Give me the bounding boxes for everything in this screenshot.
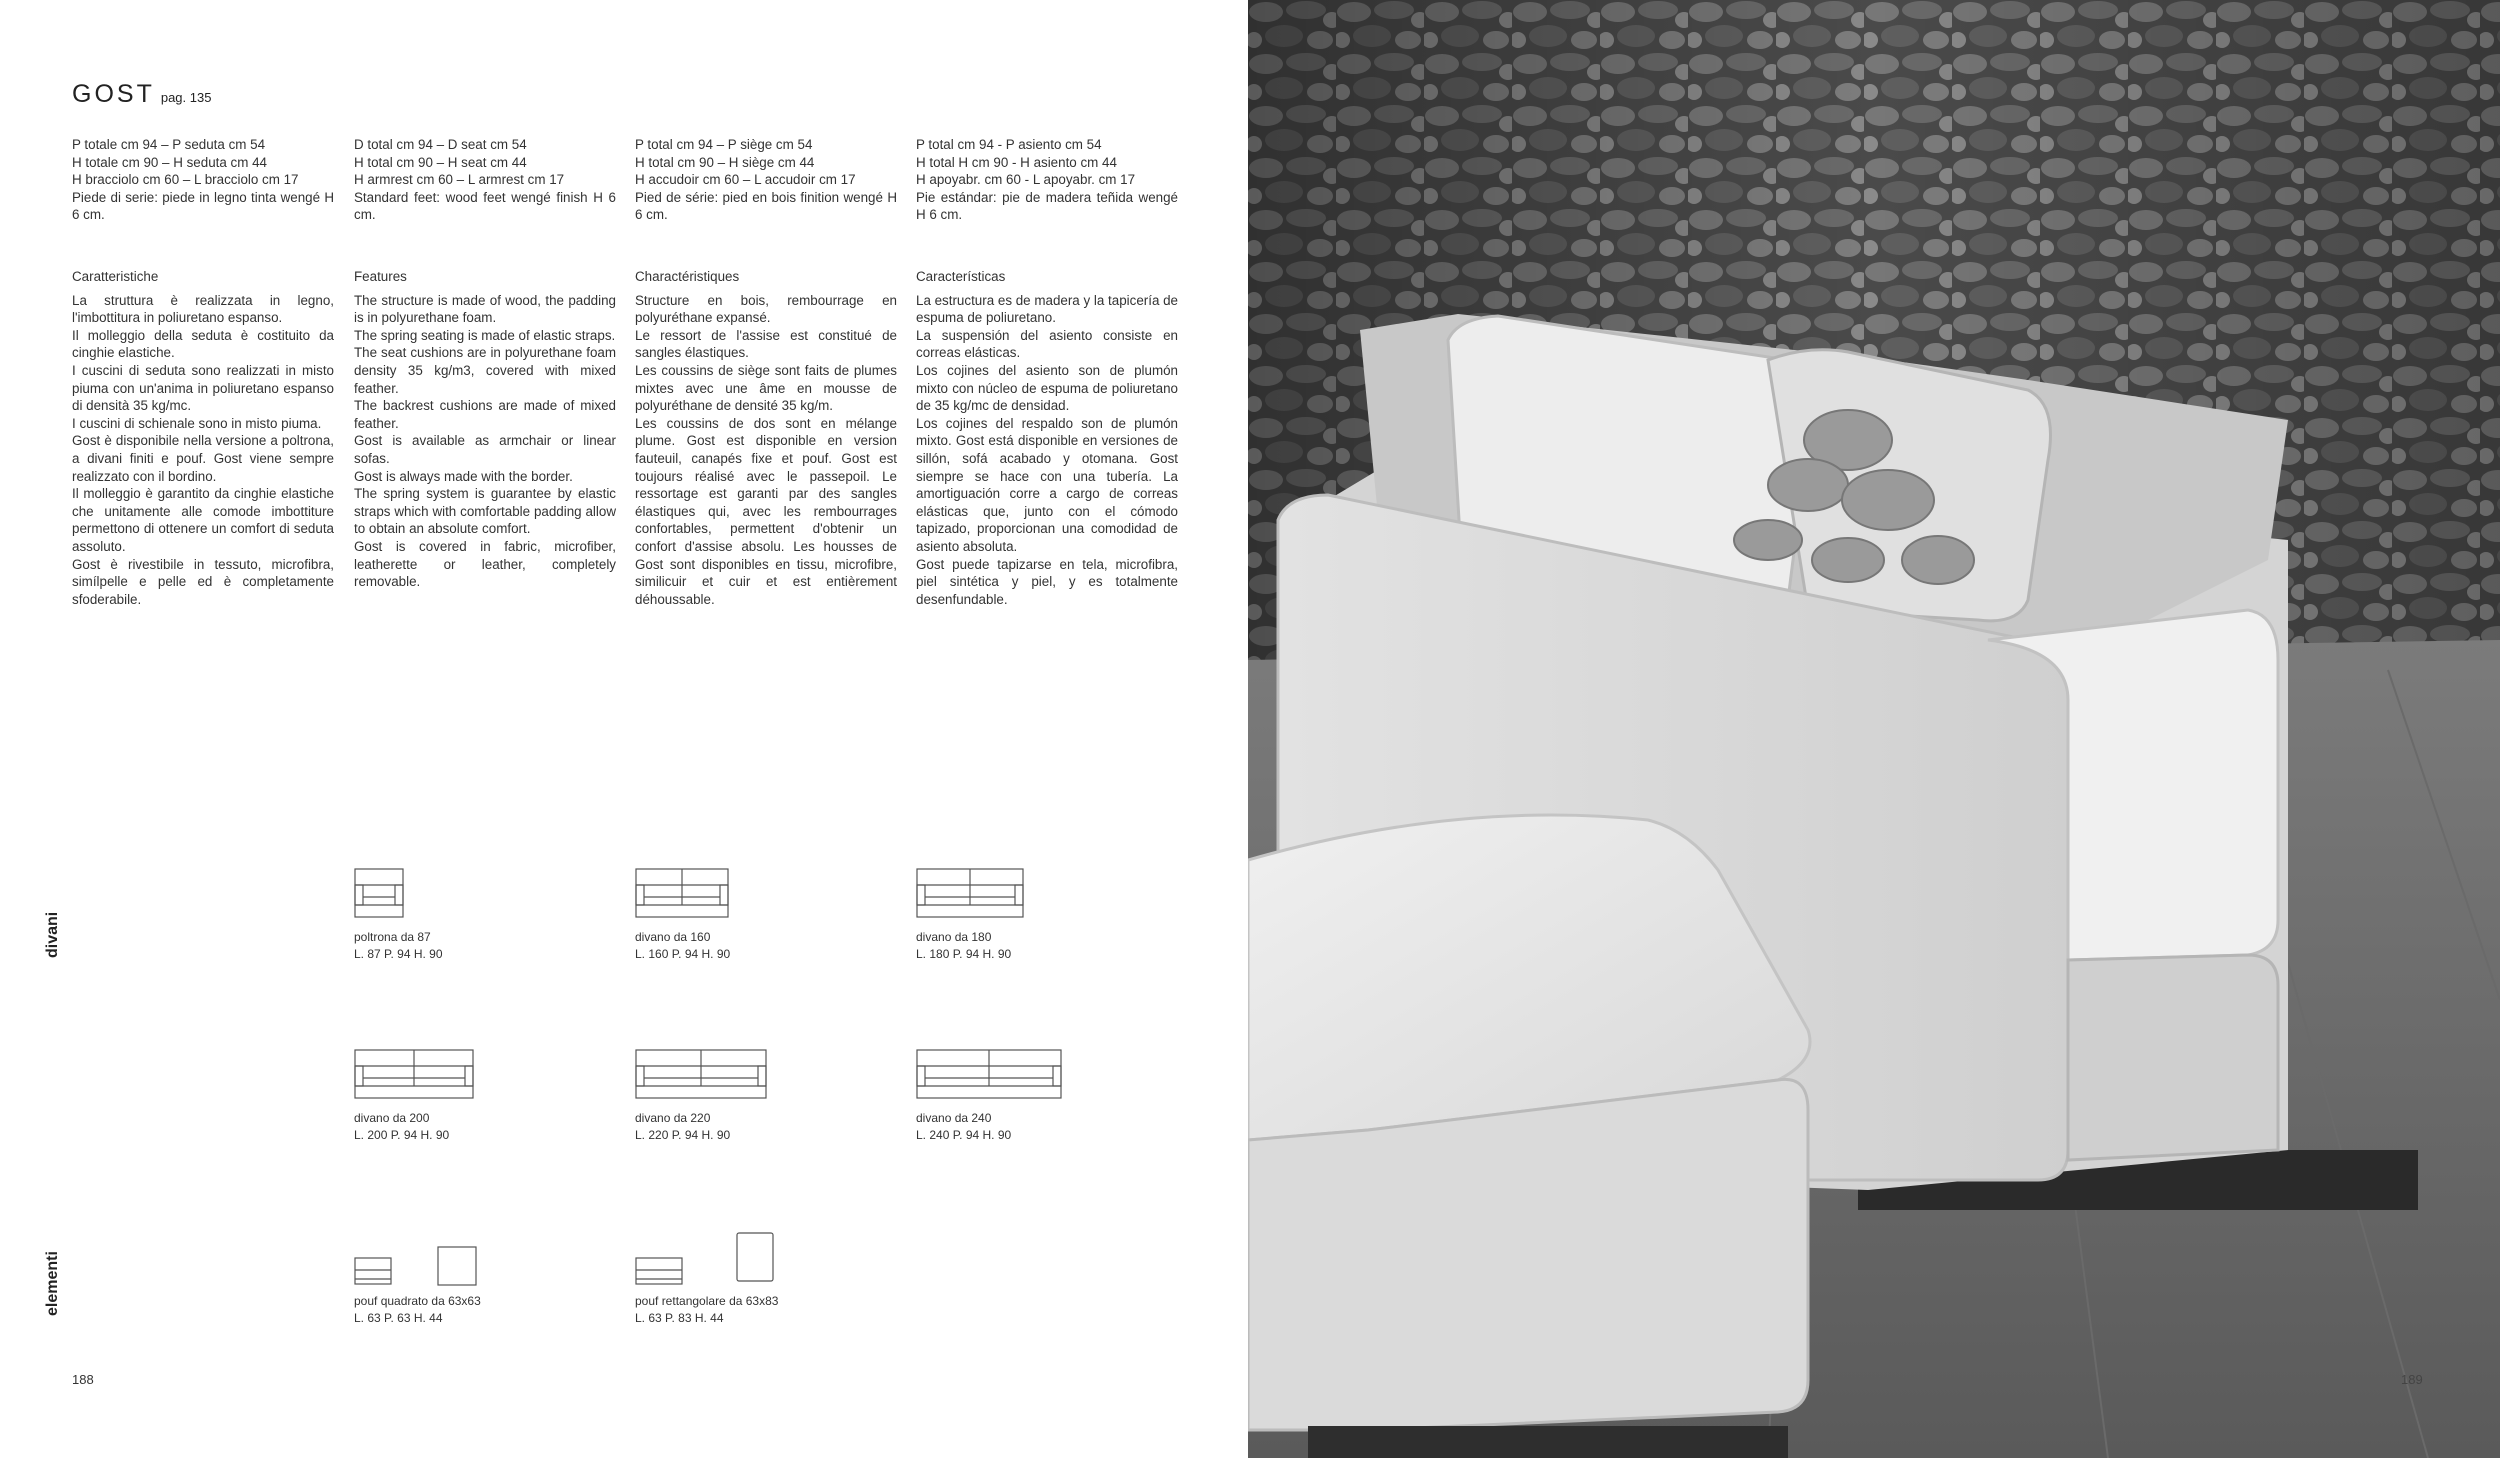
- section-label-elementi: elementi: [44, 1251, 61, 1316]
- features-paragraph: Gost è disponibile nella versione a poltrona, a divani finiti e pouf. Gost viene sempre realizzato con il bordino.: [72, 433, 334, 484]
- features-paragraph: Structure en bois, rembourrage en polyuréthane expansé.: [635, 292, 897, 326]
- piece-caption: [635, 929, 895, 963]
- piece-caption: [354, 1110, 614, 1144]
- product-photo: [1248, 0, 2500, 1458]
- features-french: [635, 268, 897, 608]
- features-paragraph: Gost is covered in fabric, microfiber, leatherette or leather, completely removable.: [354, 538, 616, 590]
- catalog-right-page: [1248, 0, 2500, 1458]
- piece-name: divano da 180: [916, 930, 992, 944]
- piece-caption: [354, 929, 614, 963]
- features-paragraph: Il molleggio è garantito da cinghie elastiche che unitamente alle comode imbottiture permettono di ottenere un comfort di seduta assoluto.: [72, 486, 334, 554]
- piece-dimensions: L. 63 P. 83 H. 44: [635, 1311, 724, 1325]
- features-heading: Features: [354, 269, 407, 284]
- pouf-rectangular-icon: [635, 1232, 775, 1286]
- piece-dimensions: L. 63 P. 63 H. 44: [354, 1311, 443, 1325]
- spec-line: Pie estándar: pie de madera teñida wengé H 6 cm.: [916, 189, 1178, 223]
- page-number-left: 188: [72, 1372, 94, 1387]
- spec-line: Piede di serie: piede in legno tinta wengé H 6 cm.: [72, 189, 334, 223]
- features-italian: [72, 268, 334, 608]
- features-heading: Charactéristiques: [635, 269, 740, 284]
- sofa-180-icon: [916, 868, 1024, 918]
- features-paragraph: Il molleggio della seduta è costituito da cinghie elastiche.: [72, 327, 334, 361]
- features-paragraph: I cuscini di seduta sono realizzati in misto piuma con un'anima in poliuretano espanso di densità 35 kg/mc.: [72, 362, 334, 414]
- spec-line: D total cm 94 – D seat cm 54: [354, 137, 527, 152]
- product-name: GOST: [72, 80, 155, 108]
- features-paragraph: The backrest cushions are made of mixed feather.: [354, 398, 616, 431]
- features-paragraph: The spring seating is made of elastic straps.: [354, 327, 616, 343]
- features-paragraph: Le ressort de l'assise est constitué de sangles élastiques.: [635, 327, 897, 361]
- piece-name: pouf rettangolare da 63x83: [635, 1294, 779, 1308]
- piece-caption: [916, 929, 1176, 963]
- features-paragraph: Gost puede tapizarse en tela, microfibra, piel sintética y piel, y es totalmente desenfundable.: [916, 556, 1178, 607]
- piece-dimensions: L. 180 P. 94 H. 90: [916, 947, 1012, 961]
- sofa-220-icon: [635, 1049, 767, 1099]
- spec-line: Pied de série: pied en bois finition wengé H 6 cm.: [635, 189, 897, 223]
- spec-line: H total H cm 90 - H asiento cm 44: [916, 154, 1117, 170]
- sofa-160-icon: [635, 868, 729, 918]
- features-paragraph: La struttura è realizzata in legno, l'imbottitura in poliuretano espanso.: [72, 292, 334, 326]
- spec-block-italian: [72, 136, 334, 224]
- pouf-square-icon: [354, 1246, 480, 1286]
- piece-name: poltrona da 87: [354, 930, 431, 944]
- features-spanish: [916, 268, 1178, 608]
- features-heading: Características: [916, 269, 1006, 284]
- spec-line: Standard feet: wood feet wengé finish H 6 cm.: [354, 189, 616, 223]
- piece-caption: [635, 1110, 895, 1144]
- features-paragraph: Gost is always made with the border.: [354, 468, 573, 484]
- features-paragraph: La estructura es de madera y la tapicería de espuma de poliuretano.: [916, 292, 1179, 326]
- sofa-240-icon: [916, 1049, 1062, 1099]
- spec-block-english: [354, 136, 616, 224]
- page-reference: pag. 135: [160, 90, 212, 105]
- armchair-87-icon: [354, 868, 404, 918]
- spec-line: P totale cm 94 – P seduta cm 54: [72, 137, 266, 152]
- piece-name: divano da 160: [635, 930, 711, 944]
- section-label-divani: divani: [44, 911, 61, 958]
- features-paragraph: Les coussins de siège sont faits de plumes mixtes avec une âme en mousse de polyuréthane de densité 35 kg/m.: [635, 362, 897, 414]
- features-paragraph: La suspensión del asiento consiste en correas elásticas.: [916, 327, 1178, 361]
- piece-dimensions: L. 240 P. 94 H. 90: [916, 1128, 1012, 1142]
- piece-dimensions: L. 200 P. 94 H. 90: [354, 1128, 450, 1142]
- features-paragraph: Les coussins de dos sont en mélange plume. Gost est disponible en version fauteuil, canapés fixe et pouf. Gost est toujours réalisé avec le passepoil. Le ressortage est garanti par des sangles élastiques qui, avec les rembourrages confortables, permettent d'obtenir un confort d'assise absolu. Les housses de Gost sont disponibles en tissu, microfibre, similicuir et cuir et est entièrement déhoussable.: [635, 415, 897, 607]
- spec-block-french: [635, 136, 897, 224]
- piece-dimensions: L. 87 P. 94 H. 90: [354, 947, 443, 961]
- piece-caption: [635, 1293, 895, 1327]
- features-paragraph: Los cojines del respaldo son de plumón mixto. Gost está disponible en versiones de sillón, sofá acabado y otomana. Gost siempre se hace con una tubería. La amortiguación corre a cargo de correas elásticas que, junto con el cómodo tapizado, proporcionan una comodidad de asiento absoluta.: [916, 415, 1178, 554]
- features-english: [354, 268, 616, 591]
- spec-line: P total cm 94 – P siège cm 54: [635, 137, 813, 152]
- piece-name: divano da 200: [354, 1111, 430, 1125]
- features-paragraph: The structure is made of wood, the padding is in polyurethane foam.: [354, 292, 616, 326]
- sofa-200-icon: [354, 1049, 474, 1099]
- features-paragraph: The seat cushions are in polyurethane foam density 35 kg/m3, covered with mixed feather.: [354, 345, 616, 396]
- spec-line: H totale cm 90 – H seduta cm 44: [72, 154, 268, 170]
- spec-line: H total cm 90 – H siège cm 44: [635, 154, 815, 170]
- spec-line: H apoyabr. cm 60 - L apoyabr. cm 17: [916, 172, 1136, 188]
- piece-name: pouf quadrato da 63x63: [354, 1294, 481, 1308]
- features-paragraph: I cuscini di schienale sono in misto piuma.: [72, 415, 322, 431]
- piece-caption: [916, 1110, 1176, 1144]
- spec-line: H accudoir cm 60 – L accudoir cm 17: [635, 172, 856, 188]
- spec-line: H total cm 90 – H seat cm 44: [354, 154, 527, 170]
- features-paragraph: Los cojines del asiento son de plumón mixto con núcleo de espuma de poliuretano de 35 kg/mc de densidad.: [916, 362, 1178, 414]
- page-number-right: 189: [2401, 1372, 2423, 1387]
- features-paragraph: The spring system is guarantee by elastic straps which with comfortable padding allow to obtain an absolute comfort.: [354, 486, 616, 537]
- spec-line: H armrest cm 60 – L armrest cm 17: [354, 172, 565, 188]
- features-heading: Caratteristiche: [72, 269, 159, 284]
- piece-dimensions: L. 220 P. 94 H. 90: [635, 1128, 731, 1142]
- piece-dimensions: L. 160 P. 94 H. 90: [635, 947, 731, 961]
- piece-caption: [354, 1293, 614, 1327]
- catalog-left-page: [0, 0, 1248, 1458]
- spec-block-spanish: [916, 136, 1178, 224]
- features-paragraph: Gost è rivestibile in tessuto, microfibra, simílpelle e pelle ed è completamente sfoderabile.: [72, 556, 334, 607]
- spec-line: P total cm 94 - P asiento cm 54: [916, 137, 1102, 152]
- product-title: [72, 80, 211, 109]
- features-paragraph: Gost is available as armchair or linear sofas.: [354, 433, 616, 466]
- piece-name: divano da 240: [916, 1111, 992, 1125]
- piece-name: divano da 220: [635, 1111, 711, 1125]
- spec-line: H bracciolo cm 60 – L bracciolo cm 17: [72, 172, 299, 188]
